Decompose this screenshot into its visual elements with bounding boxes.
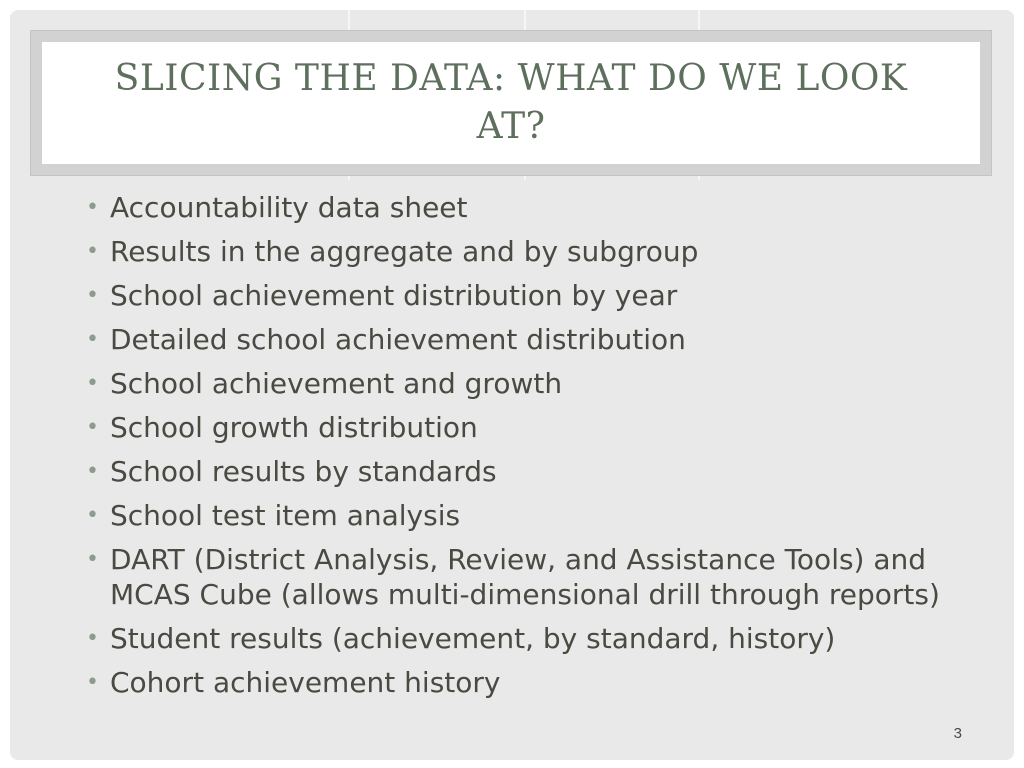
bullet-text: School results by standards <box>110 455 497 488</box>
bullet-icon: • <box>86 327 99 352</box>
title-box <box>42 42 980 164</box>
bullet-text: Detailed school achievement distribution <box>110 323 686 356</box>
bullet-icon: • <box>86 283 99 308</box>
slide-title: SLICING THE DATA: WHAT DO WE LOOK AT? <box>114 58 908 147</box>
bullet-icon: • <box>86 670 99 695</box>
title-frame <box>30 30 992 176</box>
bullet-item <box>86 410 986 445</box>
bullet-icon: • <box>86 459 99 484</box>
bullet-icon: • <box>86 371 99 396</box>
bullet-item <box>86 542 986 612</box>
bullet-text: School growth distribution <box>110 411 478 444</box>
bullet-item <box>86 366 986 401</box>
bullet-item <box>86 278 986 313</box>
bullet-list <box>86 190 986 709</box>
bullet-icon: • <box>86 547 99 572</box>
bullet-text: Accountability data sheet <box>110 191 468 224</box>
bullet-item <box>86 665 986 700</box>
bullet-text: DART (District Analysis, Review, and Assistance Tools) and MCAS Cube (allows multi-dimensional drill through reports) <box>110 543 940 611</box>
bullet-icon: • <box>86 626 99 651</box>
bullet-text: Results in the aggregate and by subgroup <box>110 235 699 268</box>
bullet-item <box>86 322 986 357</box>
bullet-item <box>86 621 986 656</box>
bullet-text: School achievement and growth <box>110 367 563 400</box>
page-number: 3 <box>953 725 962 742</box>
bullet-text: Cohort achievement history <box>110 666 501 699</box>
bullet-item <box>86 190 986 225</box>
bullet-text: School achievement distribution by year <box>110 279 678 312</box>
bullet-text: School test item analysis <box>110 499 461 532</box>
bullet-item <box>86 234 986 269</box>
bullet-item <box>86 454 986 489</box>
bullet-icon: • <box>86 195 99 220</box>
bullet-icon: • <box>86 239 99 264</box>
bullet-item <box>86 498 986 533</box>
bullet-text: Student results (achievement, by standard, history) <box>110 622 836 655</box>
bullet-icon: • <box>86 503 99 528</box>
bullet-icon: • <box>86 415 99 440</box>
slide <box>10 10 1014 760</box>
